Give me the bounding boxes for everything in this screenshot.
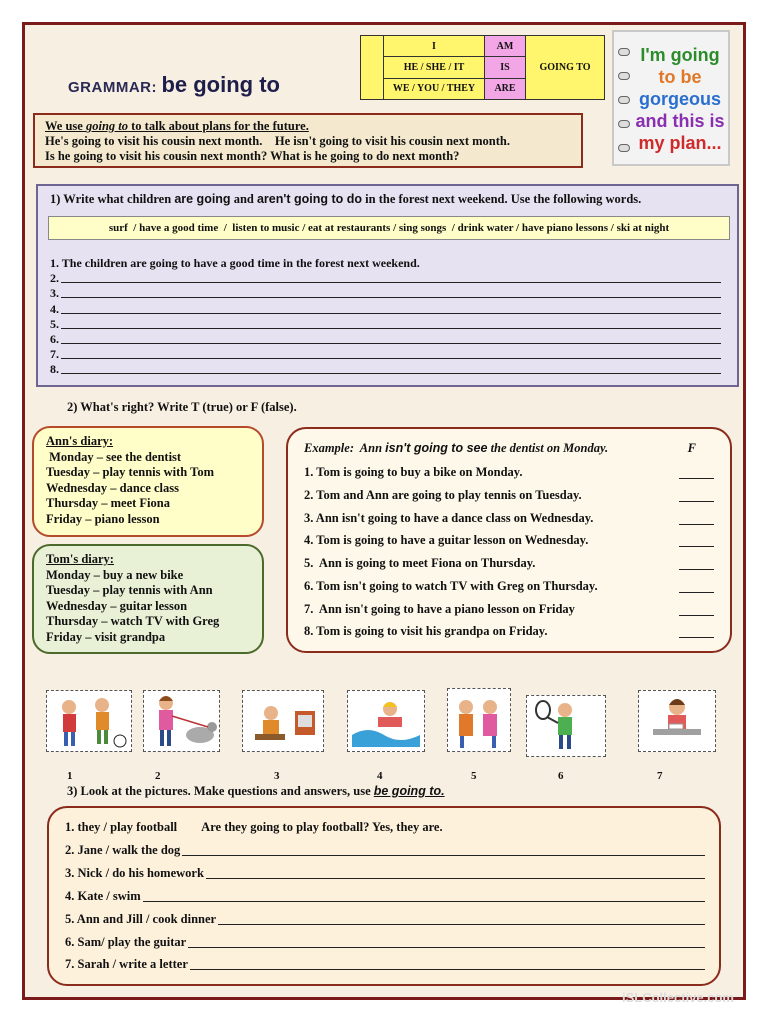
tf-row	[304, 579, 714, 594]
line-number: 2.	[50, 271, 59, 286]
tf-row	[304, 602, 714, 617]
tf-sentence: 6. Tom isn't going to watch TV with Greg on Thursday.	[304, 579, 598, 593]
tf-example	[304, 441, 714, 456]
picture-number: 4	[377, 770, 383, 782]
write-line[interactable]	[188, 935, 705, 948]
example-answer: 1. The children are going to have a good time in the forest next weekend.	[50, 256, 420, 270]
answer-line[interactable]	[50, 347, 721, 362]
heading-text: and	[230, 192, 257, 206]
answer-line[interactable]	[50, 271, 721, 286]
cook-dinner-picture	[447, 688, 511, 752]
ex3-row	[65, 866, 705, 881]
tom-diary	[32, 544, 264, 654]
rule-text: We use	[45, 119, 86, 133]
exercise-1-heading	[50, 192, 641, 207]
subject-cell: HE / SHE / IT	[384, 57, 485, 78]
verb-cell: AM	[485, 36, 526, 57]
heading-text: 3) Look at the pictures. Make questions and answers, use	[67, 784, 374, 798]
notebook-ring-icon	[618, 96, 630, 104]
verb-cell: ARE	[485, 78, 526, 99]
walk-dog-picture	[143, 690, 220, 752]
answer-line[interactable]	[50, 317, 721, 332]
picture-number: 3	[274, 770, 280, 782]
exercise-3-heading	[67, 784, 445, 799]
answer-lines	[50, 256, 721, 378]
diary-item: Monday – buy a new bike	[46, 567, 184, 582]
check-cell	[361, 36, 384, 100]
ex3-prompt: 7. Sarah / write a letter	[65, 957, 188, 971]
diary-item: Thursday – meet Fiona	[46, 496, 170, 510]
write-line[interactable]	[143, 889, 705, 902]
tf-answer-blank[interactable]	[679, 511, 714, 525]
ex3-row	[65, 843, 705, 858]
write-line[interactable]	[61, 332, 721, 344]
tf-sentence: 5. Ann is going to meet Fiona on Thursday.	[304, 556, 536, 570]
diary-item: Friday – piano lesson	[46, 511, 160, 526]
write-line[interactable]	[61, 362, 721, 374]
word-bank: surf / have a good time / listen to music / eat at restaurants / sing songs / drink water / have piano lessons / ski at night	[48, 216, 730, 240]
diary-item: Tuesday – play tennis with Tom	[46, 465, 214, 479]
picture-number: 1	[67, 770, 73, 782]
diary-title: Tom's diary:	[46, 552, 114, 566]
ex3-row	[65, 912, 705, 927]
tf-sentence: 7. Ann isn't going to have a piano lesson on Friday	[304, 602, 575, 616]
rule-emphasis: going to	[85, 119, 129, 133]
write-letter-picture	[638, 690, 716, 752]
poster-line: I'm going	[640, 45, 720, 65]
tf-sentence: 3. Ann isn't going to have a dance class on Wednesday.	[304, 511, 594, 525]
grammar-rule-box	[33, 113, 583, 168]
line-number: 6.	[50, 332, 59, 347]
tf-row	[304, 556, 714, 571]
heading-text: 1) Write what children	[50, 192, 175, 206]
topic-title: be going to	[161, 72, 280, 97]
heading-emphasis: be going to.	[373, 784, 445, 798]
write-line[interactable]	[218, 912, 705, 925]
notebook-ring-icon	[618, 72, 630, 80]
tf-sentence: 4. Tom is going to have a guitar lesson on Wednesday.	[304, 533, 589, 547]
plan-poster	[612, 30, 730, 166]
diary-item: Friday – visit grandpa	[46, 629, 166, 644]
example-text: the dentist on Monday.	[487, 441, 609, 455]
answer-line[interactable]	[50, 362, 721, 377]
picture-number: 5	[471, 770, 477, 782]
tf-row	[304, 533, 714, 548]
poster-line: and this is	[635, 111, 725, 131]
poster-line: my plan...	[638, 133, 722, 153]
grammar-label: GRAMMAR:	[68, 79, 157, 96]
example-emphasis: isn't going to see	[385, 441, 488, 455]
tf-row	[304, 465, 714, 480]
example-text: Example: Ann	[304, 441, 386, 455]
poster-line: to be	[658, 67, 702, 87]
line-number: 8.	[50, 362, 59, 377]
line-number: 5.	[50, 316, 59, 331]
ex3-row	[65, 935, 705, 950]
example-answer: F	[687, 441, 696, 455]
going-to-cell: GOING TO	[526, 36, 605, 100]
tf-answer-blank[interactable]	[679, 624, 714, 638]
write-line[interactable]	[61, 302, 721, 314]
tf-sentence: 8. Tom is going to visit his grandpa on Friday.	[304, 624, 548, 638]
diary-item: Tuesday – play tennis with Ann	[46, 583, 213, 597]
tf-sentence: 1. Tom is going to buy a bike on Monday.	[304, 465, 523, 479]
true-false-box	[286, 427, 732, 653]
rule-example: He's going to visit his cousin next month. He isn't going to visit his cousin next month.	[45, 134, 510, 148]
heading-emphasis: are going	[174, 192, 231, 206]
picture-number: 2	[155, 770, 161, 782]
homework-picture	[242, 690, 324, 752]
heading-text: in the forest next weekend. Use the following words.	[362, 192, 642, 206]
exercise-3-box	[47, 806, 721, 986]
tf-answer-blank[interactable]	[679, 602, 714, 616]
rule-line	[45, 119, 571, 134]
verb-cell: IS	[485, 57, 526, 78]
write-line[interactable]	[61, 347, 721, 359]
heading-emphasis: aren't going to do	[256, 192, 363, 206]
ex3-row	[65, 957, 705, 972]
picture-number: 6	[558, 770, 564, 782]
tf-sentence: 2. Tom and Ann are going to play tennis on Tuesday.	[304, 488, 582, 502]
write-line[interactable]	[61, 286, 721, 298]
ex3-prompt: 6. Sam/ play the guitar	[65, 935, 187, 949]
answer-line[interactable]	[50, 286, 721, 301]
diary-item: Wednesday – dance class	[46, 480, 180, 495]
line-number: 4.	[50, 301, 59, 316]
diary-item: Thursday – watch TV with Greg	[46, 614, 220, 628]
poster-line: gorgeous	[638, 89, 721, 109]
tf-answer-blank[interactable]	[679, 465, 714, 479]
write-line[interactable]	[206, 866, 705, 879]
ex3-prompt: 2. Jane / walk the dog	[65, 843, 181, 857]
ex3-prompt: 4. Kate / swim	[65, 889, 141, 903]
write-line[interactable]	[182, 843, 705, 856]
watermark: iSLCollective.com	[622, 990, 734, 1005]
conjugation-table	[360, 35, 605, 100]
tennis-picture	[526, 695, 606, 757]
ex3-example-answer: Are they going to play football? Yes, they are.	[201, 820, 443, 834]
line-number: 7.	[50, 347, 59, 362]
write-line[interactable]	[61, 271, 721, 283]
notebook-ring-icon	[618, 48, 630, 56]
answer-line[interactable]	[50, 332, 721, 347]
line-number: 3.	[50, 286, 59, 301]
picture-number: 7	[657, 770, 663, 782]
answer-line[interactable]	[50, 302, 721, 317]
rule-example: Is he going to visit his cousin next month? What is he going to do next month?	[45, 149, 460, 163]
tf-answer-blank[interactable]	[679, 556, 714, 570]
ex3-example	[65, 820, 705, 835]
ann-diary	[32, 426, 264, 537]
rule-text: to talk about plans for the future.	[128, 119, 309, 133]
subject-cell: WE / YOU / THEY	[384, 78, 485, 99]
exercise-2-heading: 2) What's right? Write T (true) or F (false).	[67, 400, 297, 414]
diary-title: Ann's diary:	[46, 434, 114, 448]
swim-picture	[347, 690, 425, 752]
write-line[interactable]	[190, 957, 705, 970]
ex3-prompt: 5. Ann and Jill / cook dinner	[65, 912, 217, 926]
notebook-ring-icon	[618, 144, 630, 152]
tf-row	[304, 488, 714, 503]
notebook-ring-icon	[618, 120, 630, 128]
diary-item: Wednesday – guitar lesson	[46, 598, 188, 613]
ex3-prompt: 1. they / play football	[65, 820, 178, 834]
exercise-1	[36, 184, 739, 387]
tf-row	[304, 511, 714, 526]
ex3-prompt: 3. Nick / do his homework	[65, 866, 204, 880]
tf-answer-blank[interactable]	[679, 579, 714, 593]
subject-cell: I	[384, 36, 485, 57]
write-line[interactable]	[61, 317, 721, 329]
football-picture	[46, 690, 132, 752]
page-title	[68, 72, 280, 98]
tf-row	[304, 624, 714, 639]
poster-text	[632, 44, 728, 154]
diary-item: Monday – see the dentist	[46, 449, 182, 464]
tf-answer-blank[interactable]	[679, 488, 714, 502]
ex3-row	[65, 889, 705, 904]
tf-answer-blank[interactable]	[679, 533, 714, 547]
